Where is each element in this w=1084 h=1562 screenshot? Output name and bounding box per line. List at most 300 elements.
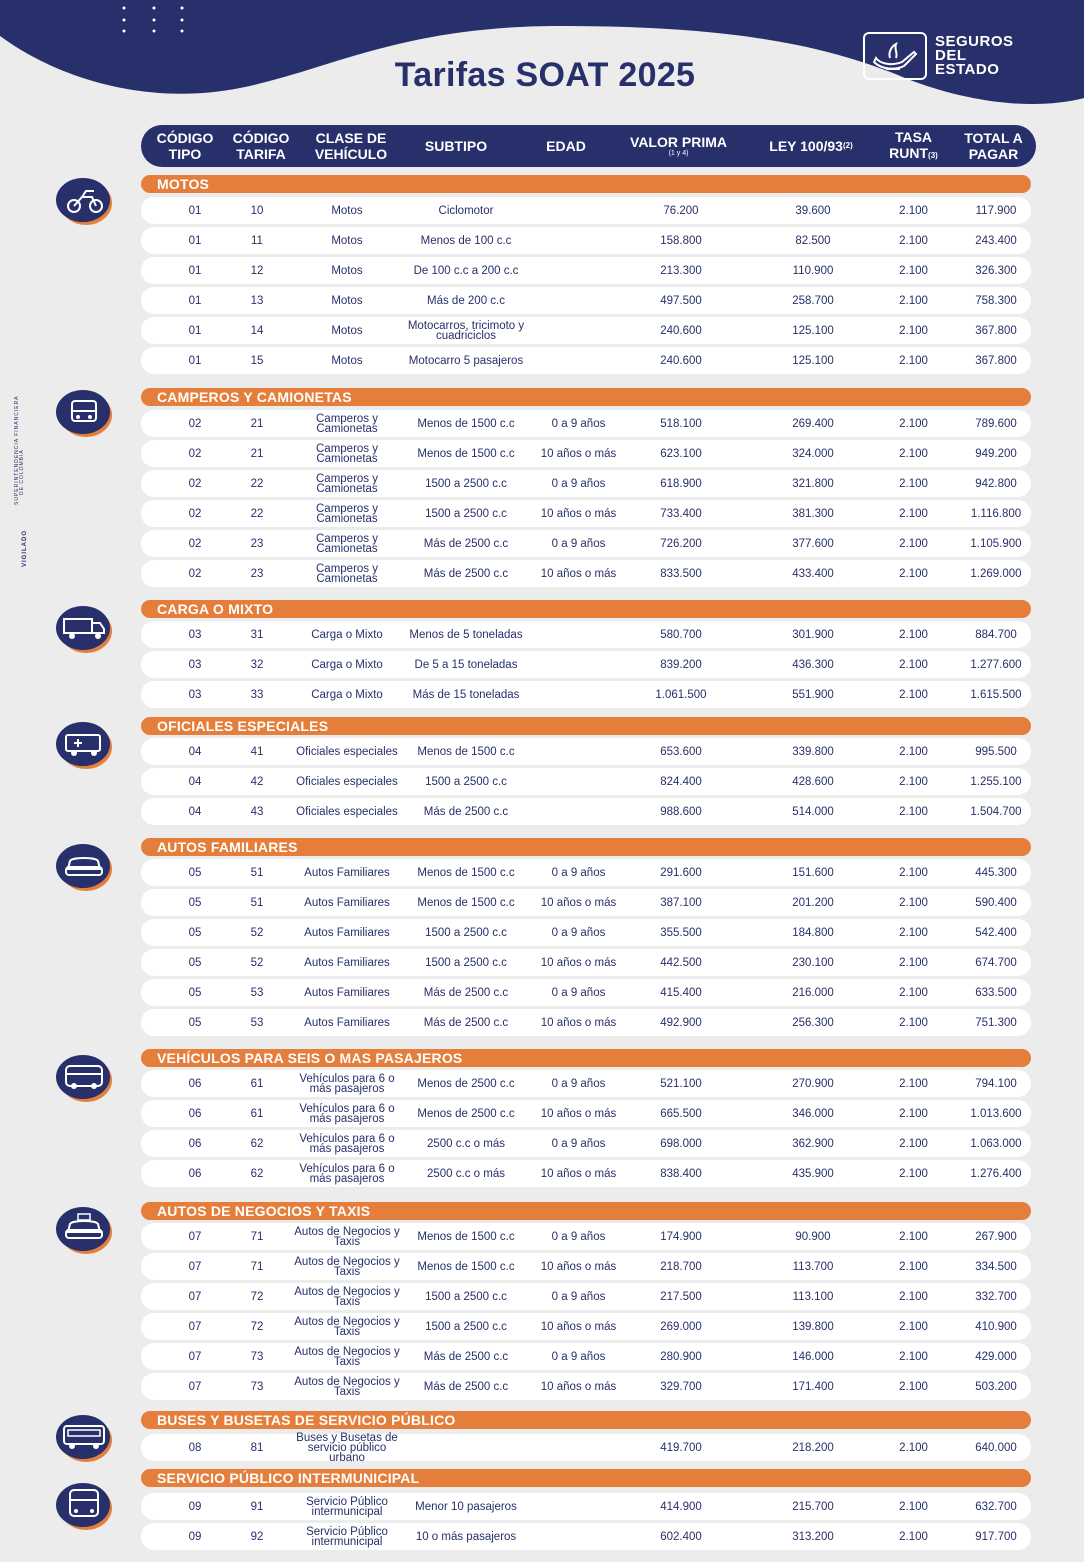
cell-total-a-pagar: 1.116.800	[970, 507, 1022, 520]
cell-valor-prima: 269.000	[660, 1320, 702, 1333]
brand-name	[935, 35, 1014, 77]
cell-ley-100-93: 362.900	[792, 1137, 834, 1150]
car-icon	[52, 839, 116, 893]
cell-subtipo: Menos de 1500 c.c	[417, 1230, 515, 1243]
cell-total-a-pagar: 884.700	[975, 628, 1017, 641]
cell-clase-vehiculo: Carga o Mixto	[311, 628, 383, 641]
table-row	[141, 738, 1031, 765]
cell-clase-vehiculo: Oficiales especiales	[296, 775, 398, 788]
cell-clase-vehiculo: Camperos y Camionetas	[316, 532, 378, 555]
cell-codigo-tipo: 09	[188, 1530, 202, 1543]
cell-codigo-tarifa: 91	[250, 1500, 264, 1513]
table-row	[141, 257, 1031, 284]
cell-total-a-pagar: 267.900	[975, 1230, 1017, 1243]
cell-ley-100-93: 428.600	[792, 775, 834, 788]
cell-clase-vehiculo: Carga o Mixto	[311, 688, 383, 701]
cell-ley-100-93: 218.200	[792, 1441, 834, 1454]
table-row	[141, 1523, 1031, 1550]
cell-ley-100-93: 125.100	[792, 354, 834, 367]
cell-valor-prima: 726.200	[660, 537, 702, 550]
cell-codigo-tipo: 04	[188, 745, 202, 758]
cell-tasa-runt: 2.100	[899, 805, 928, 818]
cell-tasa-runt: 2.100	[899, 567, 928, 580]
cell-codigo-tarifa: 15	[250, 354, 264, 367]
jeep-icon	[52, 385, 116, 439]
cell-total-a-pagar: 1.013.600	[970, 1107, 1022, 1120]
table-row	[141, 651, 1031, 678]
cell-codigo-tipo: 03	[188, 628, 202, 641]
cell-codigo-tarifa: 61	[250, 1107, 264, 1120]
cell-clase-vehiculo: Autos Familiares	[304, 1016, 390, 1029]
cell-codigo-tarifa: 52	[250, 926, 264, 939]
cell-edad	[521, 257, 636, 284]
cell-edad	[521, 1434, 636, 1461]
cell-ley-100-93: 82.500	[795, 234, 831, 247]
cell-codigo-tarifa: 33	[250, 688, 264, 701]
cell-edad: 10 años o más	[540, 567, 617, 580]
section-title: MOTOS	[141, 175, 1031, 193]
cell-total-a-pagar: 789.600	[975, 417, 1017, 430]
cell-codigo-tipo: 06	[188, 1077, 202, 1090]
cell-codigo-tipo: 05	[188, 896, 202, 909]
cell-tasa-runt: 2.100	[899, 537, 928, 550]
cell-codigo-tipo: 01	[188, 264, 202, 277]
cell-edad	[521, 738, 636, 765]
cell-total-a-pagar: 445.300	[975, 866, 1017, 879]
cell-tasa-runt: 2.100	[899, 1350, 928, 1363]
cell-clase-vehiculo: Buses y Busetas de servicio público urbano	[296, 1431, 398, 1464]
vigilado-label	[12, 395, 28, 570]
cell-subtipo: 1500 a 2500 c.c	[425, 775, 507, 788]
cell-codigo-tarifa: 53	[250, 1016, 264, 1029]
cell-ley-100-93: 346.000	[792, 1107, 834, 1120]
cell-codigo-tarifa: 12	[250, 264, 264, 277]
cell-subtipo: Más de 2500 c.c	[423, 986, 509, 999]
cell-total-a-pagar: 334.500	[975, 1260, 1017, 1273]
cell-valor-prima: 665.500	[660, 1107, 702, 1120]
cell-edad	[521, 317, 636, 344]
taxi-icon	[52, 1202, 116, 1256]
cell-subtipo: 1500 a 2500 c.c	[425, 956, 507, 969]
cell-edad	[521, 197, 636, 224]
cell-codigo-tipo: 02	[188, 477, 202, 490]
cell-codigo-tarifa: 52	[250, 956, 264, 969]
cell-codigo-tarifa: 61	[250, 1077, 264, 1090]
cell-subtipo: Menor 10 pasajeros	[415, 1500, 517, 1513]
cell-codigo-tipo: 02	[188, 447, 202, 460]
col-total-a-pagar: TOTAL A PAGAR	[964, 130, 1023, 162]
cell-codigo-tarifa: 72	[250, 1320, 264, 1333]
page-title: Tarifas SOAT 2025	[394, 56, 696, 94]
col-clase-vehiculo: CLASE DE VEHÍCULO	[314, 130, 388, 162]
cell-tasa-runt: 2.100	[899, 986, 928, 999]
cell-edad: 0 a 9 años	[551, 1350, 606, 1363]
table-row	[141, 500, 1031, 527]
cell-ley-100-93: 377.600	[792, 537, 834, 550]
cell-total-a-pagar: 995.500	[975, 745, 1017, 758]
cell-codigo-tipo: 01	[188, 204, 202, 217]
cell-tasa-runt: 2.100	[899, 1016, 928, 1029]
cell-valor-prima: 355.500	[660, 926, 702, 939]
cell-codigo-tipo: 01	[188, 354, 202, 367]
cell-valor-prima: 518.100	[660, 417, 702, 430]
cell-edad: 10 años o más	[540, 1107, 617, 1120]
cell-tasa-runt: 2.100	[899, 294, 928, 307]
cell-total-a-pagar: 942.800	[975, 477, 1017, 490]
table-row	[141, 621, 1031, 648]
cell-clase-vehiculo: Motos	[331, 204, 363, 217]
cell-total-a-pagar: 949.200	[975, 447, 1017, 460]
cell-edad: 0 a 9 años	[551, 537, 606, 550]
section-title: CARGA O MIXTO	[141, 600, 1031, 618]
cell-clase-vehiculo: Camperos y Camionetas	[316, 562, 378, 585]
cell-codigo-tipo: 04	[188, 775, 202, 788]
cell-edad	[521, 1523, 636, 1550]
cell-valor-prima: 497.500	[660, 294, 702, 307]
cell-subtipo: 1500 a 2500 c.c	[425, 507, 507, 520]
cell-ley-100-93: 201.200	[792, 896, 834, 909]
cell-codigo-tarifa: 23	[250, 567, 264, 580]
cell-tasa-runt: 2.100	[899, 1167, 928, 1180]
cell-subtipo: Menos de 2500 c.c	[417, 1107, 515, 1120]
cell-ley-100-93: 269.400	[792, 417, 834, 430]
cell-total-a-pagar: 794.100	[975, 1077, 1017, 1090]
cell-valor-prima: 988.600	[660, 805, 702, 818]
cell-total-a-pagar: 758.300	[975, 294, 1017, 307]
cell-valor-prima: 240.600	[660, 324, 702, 337]
table-row	[141, 560, 1031, 587]
cell-edad: 0 a 9 años	[551, 986, 606, 999]
cell-valor-prima: 240.600	[660, 354, 702, 367]
cell-codigo-tarifa: 92	[250, 1530, 264, 1543]
cell-clase-vehiculo: Servicio Público intermunicipal	[306, 1495, 388, 1518]
cell-subtipo: 1500 a 2500 c.c	[425, 477, 507, 490]
cell-codigo-tipo: 07	[188, 1380, 202, 1393]
cell-codigo-tarifa: 51	[250, 866, 264, 879]
table-row	[141, 1373, 1031, 1400]
cell-tasa-runt: 2.100	[899, 926, 928, 939]
cell-total-a-pagar: 917.700	[975, 1530, 1017, 1543]
cell-valor-prima: 653.600	[660, 745, 702, 758]
cell-ley-100-93: 110.900	[792, 264, 834, 277]
cell-codigo-tarifa: 21	[250, 417, 264, 430]
cell-subtipo: Menos de 1500 c.c	[417, 745, 515, 758]
cell-valor-prima: 291.600	[660, 866, 702, 879]
cell-total-a-pagar: 332.700	[975, 1290, 1017, 1303]
cell-clase-vehiculo: Autos de Negocios y Taxis	[294, 1225, 400, 1248]
cell-total-a-pagar: 542.400	[975, 926, 1017, 939]
cell-clase-vehiculo: Oficiales especiales	[296, 805, 398, 818]
table-row	[141, 1223, 1031, 1250]
table-row	[141, 1253, 1031, 1280]
cell-total-a-pagar: 633.500	[975, 986, 1017, 999]
table-row	[141, 1130, 1031, 1157]
cell-ley-100-93: 381.300	[792, 507, 834, 520]
cell-codigo-tipo: 05	[188, 986, 202, 999]
cell-codigo-tipo: 08	[188, 1441, 202, 1454]
cell-ley-100-93: 514.000	[792, 805, 834, 818]
cell-total-a-pagar: 367.800	[975, 354, 1017, 367]
cell-codigo-tarifa: 22	[250, 507, 264, 520]
cell-clase-vehiculo: Carga o Mixto	[311, 658, 383, 671]
bus-icon	[52, 1410, 116, 1464]
cell-valor-prima: 824.400	[660, 775, 702, 788]
cell-codigo-tipo: 05	[188, 956, 202, 969]
cell-codigo-tipo: 01	[188, 234, 202, 247]
cell-codigo-tarifa: 62	[250, 1137, 264, 1150]
table-row	[141, 798, 1031, 825]
cell-codigo-tarifa: 62	[250, 1167, 264, 1180]
table-row	[141, 287, 1031, 314]
cell-valor-prima: 698.000	[660, 1137, 702, 1150]
cell-clase-vehiculo: Motos	[331, 294, 363, 307]
cell-subtipo: Más de 15 toneladas	[412, 688, 520, 701]
cell-total-a-pagar: 429.000	[975, 1350, 1017, 1363]
cell-clase-vehiculo: Autos Familiares	[304, 926, 390, 939]
cell-subtipo: De 100 c.c a 200 c.c	[413, 264, 519, 277]
cell-edad: 10 años o más	[540, 1016, 617, 1029]
cell-edad: 10 años o más	[540, 447, 617, 460]
cell-clase-vehiculo: Autos Familiares	[304, 866, 390, 879]
cell-edad: 10 años o más	[540, 1320, 617, 1333]
decorative-dots	[120, 4, 190, 41]
cell-valor-prima: 839.200	[660, 658, 702, 671]
brand-line-1: SEGUROS	[935, 33, 1014, 50]
cell-subtipo: Motocarros, tricimoto y cuadriciclos	[407, 319, 525, 342]
cell-codigo-tipo: 07	[188, 1320, 202, 1333]
cell-valor-prima: 218.700	[660, 1260, 702, 1273]
vigilado-line-1: SUPERINTENDENCIA FINANCIERA	[14, 395, 20, 505]
cell-ley-100-93: 113.100	[792, 1290, 834, 1303]
cell-valor-prima: 623.100	[660, 447, 702, 460]
cell-total-a-pagar: 243.400	[975, 234, 1017, 247]
cell-clase-vehiculo: Vehículos para 6 o más pasajeros	[299, 1072, 395, 1095]
cell-valor-prima: 733.400	[660, 507, 702, 520]
cell-ley-100-93: 151.600	[792, 866, 834, 879]
cell-valor-prima: 580.700	[660, 628, 702, 641]
cell-codigo-tipo: 02	[188, 507, 202, 520]
cell-tasa-runt: 2.100	[899, 866, 928, 879]
cell-codigo-tarifa: 21	[250, 447, 264, 460]
ambulance-icon	[52, 717, 116, 771]
cell-ley-100-93: 216.000	[792, 986, 834, 999]
col-valor-prima: VALOR PRIMA (1 y 4)	[630, 134, 727, 157]
cell-valor-prima: 602.400	[660, 1530, 702, 1543]
cell-ley-100-93: 301.900	[792, 628, 834, 641]
cell-codigo-tarifa: 32	[250, 658, 264, 671]
cell-codigo-tipo: 02	[188, 417, 202, 430]
brand-line-3: ESTADO	[935, 61, 1000, 78]
cell-valor-prima: 492.900	[660, 1016, 702, 1029]
cell-subtipo: Motocarro 5 pasajeros	[408, 354, 524, 367]
cell-clase-vehiculo: Autos de Negocios y Taxis	[294, 1315, 400, 1338]
cell-ley-100-93: 324.000	[792, 447, 834, 460]
col-edad: EDAD	[546, 138, 586, 154]
coach-icon	[52, 1478, 116, 1532]
cell-subtipo: 2500 c.c o más	[427, 1137, 505, 1150]
cell-ley-100-93: 139.800	[792, 1320, 834, 1333]
cell-total-a-pagar: 1.276.400	[970, 1167, 1022, 1180]
table-row	[141, 470, 1031, 497]
cell-subtipo	[396, 1434, 536, 1461]
cell-valor-prima: 521.100	[660, 1077, 702, 1090]
cell-tasa-runt: 2.100	[899, 234, 928, 247]
cell-subtipo: De 5 a 15 toneladas	[414, 658, 518, 671]
cell-valor-prima: 442.500	[660, 956, 702, 969]
cell-edad: 0 a 9 años	[551, 926, 606, 939]
table-row	[141, 768, 1031, 795]
table-row	[141, 979, 1031, 1006]
cell-codigo-tarifa: 73	[250, 1350, 264, 1363]
cell-tasa-runt: 2.100	[899, 354, 928, 367]
cell-subtipo: Menos de 1500 c.c	[417, 417, 515, 430]
cell-edad	[521, 768, 636, 795]
cell-tasa-runt: 2.100	[899, 1290, 928, 1303]
cell-valor-prima: 833.500	[660, 567, 702, 580]
cell-codigo-tipo: 05	[188, 926, 202, 939]
cell-total-a-pagar: 326.300	[975, 264, 1017, 277]
cell-total-a-pagar: 1.063.000	[970, 1137, 1022, 1150]
cell-subtipo: Menos de 1500 c.c	[417, 866, 515, 879]
table-row	[141, 317, 1031, 344]
cell-tasa-runt: 2.100	[899, 896, 928, 909]
cell-valor-prima: 414.900	[660, 1500, 702, 1513]
cell-ley-100-93: 230.100	[792, 956, 834, 969]
cell-edad: 0 a 9 años	[551, 417, 606, 430]
cell-subtipo: Más de 2500 c.c	[423, 1016, 509, 1029]
cell-codigo-tarifa: 53	[250, 986, 264, 999]
cell-edad: 0 a 9 años	[551, 1230, 606, 1243]
cell-total-a-pagar: 410.900	[975, 1320, 1017, 1333]
cell-subtipo: Menos de 1500 c.c	[417, 447, 515, 460]
cell-subtipo: Menos de 2500 c.c	[417, 1077, 515, 1090]
cell-ley-100-93: 90.900	[795, 1230, 831, 1243]
cell-subtipo: Menos de 1500 c.c	[417, 1260, 515, 1273]
cell-valor-prima: 217.500	[660, 1290, 702, 1303]
cell-ley-100-93: 436.300	[792, 658, 834, 671]
cell-valor-prima: 76.200	[663, 204, 699, 217]
cell-tasa-runt: 2.100	[899, 1500, 928, 1513]
cell-clase-vehiculo: Autos de Negocios y Taxis	[294, 1345, 400, 1368]
table-row	[141, 889, 1031, 916]
table-row	[141, 440, 1031, 467]
cell-clase-vehiculo: Autos Familiares	[304, 956, 390, 969]
cell-ley-100-93: 113.700	[792, 1260, 834, 1273]
section-title: VEHÍCULOS PARA SEIS O MAS PASAJEROS	[141, 1049, 1031, 1067]
cell-codigo-tipo: 04	[188, 805, 202, 818]
section-title: BUSES Y BUSETAS DE SERVICIO PÚBLICO	[141, 1411, 1031, 1429]
cell-total-a-pagar: 503.200	[975, 1380, 1017, 1393]
cell-edad	[521, 681, 636, 708]
cell-total-a-pagar: 1.504.700	[970, 805, 1022, 818]
cell-tasa-runt: 2.100	[899, 477, 928, 490]
cell-total-a-pagar: 632.700	[975, 1500, 1017, 1513]
cell-ley-100-93: 125.100	[792, 324, 834, 337]
cell-subtipo: 1500 a 2500 c.c	[425, 1320, 507, 1333]
cell-valor-prima: 1.061.500	[655, 688, 707, 701]
cell-clase-vehiculo: Camperos y Camionetas	[316, 412, 378, 435]
table-row	[141, 1009, 1031, 1036]
cell-subtipo: Más de 2500 c.c	[423, 1380, 509, 1393]
cell-total-a-pagar: 640.000	[975, 1441, 1017, 1454]
cell-edad: 10 años o más	[540, 507, 617, 520]
cell-edad	[521, 621, 636, 648]
cell-subtipo: Menos de 1500 c.c	[417, 896, 515, 909]
cell-subtipo: Menos de 100 c.c	[420, 234, 512, 247]
lamp-icon	[863, 32, 927, 80]
cell-edad: 0 a 9 años	[551, 477, 606, 490]
cell-edad	[521, 651, 636, 678]
table-row	[141, 227, 1031, 254]
cell-ley-100-93: 339.800	[792, 745, 834, 758]
cell-edad: 0 a 9 años	[551, 1137, 606, 1150]
cell-edad	[521, 798, 636, 825]
cell-tasa-runt: 2.100	[899, 204, 928, 217]
cell-codigo-tipo: 07	[188, 1290, 202, 1303]
cell-subtipo: Menos de 5 toneladas	[409, 628, 523, 641]
cell-codigo-tipo: 09	[188, 1500, 202, 1513]
cell-codigo-tipo: 06	[188, 1167, 202, 1180]
table-row	[141, 1100, 1031, 1127]
cell-codigo-tarifa: 71	[250, 1260, 264, 1273]
cell-subtipo: 2500 c.c o más	[427, 1167, 505, 1180]
cell-tasa-runt: 2.100	[899, 956, 928, 969]
cell-codigo-tipo: 07	[188, 1350, 202, 1363]
cell-edad	[521, 287, 636, 314]
table-row	[141, 1313, 1031, 1340]
cell-tasa-runt: 2.100	[899, 1320, 928, 1333]
cell-edad: 0 a 9 años	[551, 1077, 606, 1090]
cell-clase-vehiculo: Camperos y Camionetas	[316, 502, 378, 525]
cell-codigo-tarifa: 23	[250, 537, 264, 550]
cell-codigo-tarifa: 13	[250, 294, 264, 307]
section-title: OFICIALES ESPECIALES	[141, 717, 1031, 735]
cell-total-a-pagar: 117.900	[975, 204, 1017, 217]
cell-valor-prima: 280.900	[660, 1350, 702, 1363]
cell-valor-prima: 158.800	[660, 234, 702, 247]
col-codigo-tipo: CÓDIGO TIPO	[156, 130, 214, 162]
cell-valor-prima: 618.900	[660, 477, 702, 490]
cell-codigo-tarifa: 72	[250, 1290, 264, 1303]
cell-clase-vehiculo: Camperos y Camionetas	[316, 472, 378, 495]
cell-codigo-tipo: 01	[188, 294, 202, 307]
cell-subtipo: 1500 a 2500 c.c	[425, 1290, 507, 1303]
cell-tasa-runt: 2.100	[899, 1230, 928, 1243]
cell-clase-vehiculo: Autos de Negocios y Taxis	[294, 1375, 400, 1398]
cell-valor-prima: 419.700	[660, 1441, 702, 1454]
cell-total-a-pagar: 1.255.100	[970, 775, 1022, 788]
cell-codigo-tarifa: 14	[250, 324, 264, 337]
cell-valor-prima: 174.900	[660, 1230, 702, 1243]
col-ley-100-93: LEY 100/93 (2)	[769, 138, 853, 154]
cell-subtipo: Más de 2500 c.c	[423, 805, 509, 818]
cell-codigo-tarifa: 51	[250, 896, 264, 909]
table-row	[141, 1283, 1031, 1310]
cell-codigo-tipo: 05	[188, 866, 202, 879]
table-row	[141, 681, 1031, 708]
cell-clase-vehiculo: Autos de Negocios y Taxis	[294, 1285, 400, 1308]
cell-tasa-runt: 2.100	[899, 1137, 928, 1150]
cell-clase-vehiculo: Camperos y Camionetas	[316, 442, 378, 465]
cell-edad: 10 años o más	[540, 1260, 617, 1273]
truck-icon	[52, 601, 116, 655]
col-tasa-runt: TASA RUNT(3)	[889, 128, 938, 161]
cell-codigo-tarifa: 11	[251, 234, 263, 247]
cell-codigo-tarifa: 41	[250, 745, 264, 758]
cell-clase-vehiculo: Vehículos para 6 o más pasajeros	[299, 1162, 395, 1185]
cell-tasa-runt: 2.100	[899, 1107, 928, 1120]
cell-clase-vehiculo: Motos	[331, 354, 363, 367]
